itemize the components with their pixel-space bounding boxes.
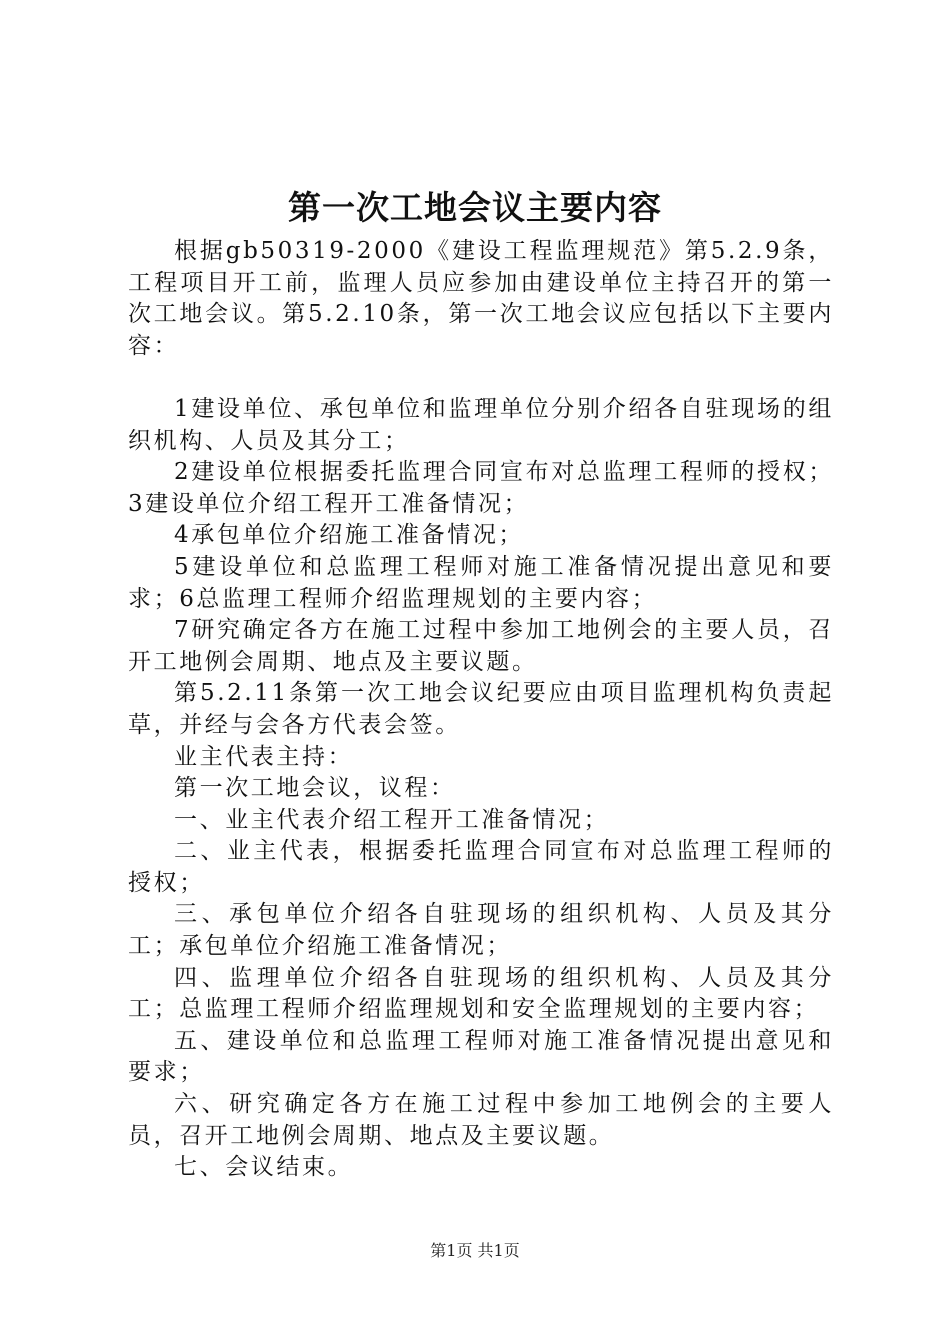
document-body: [128, 236, 834, 1184]
agenda-item-4: 四、监理单位介绍各自驻现场的组织机构、人员及其分工；总监理工程师介绍监理规划和安全监理规划的主要内容；: [128, 964, 834, 1023]
paragraph-intro: 根据gb50319-2000《建设工程监理规范》第5.2.9条，工程项目开工前，监理人员应参加由建设单位主持召开的第一次工地会议。第5.2.10条，第一次工地会议应包括以下主要内容：: [128, 238, 834, 359]
agenda-item-3: 三、承包单位介绍各自驻现场的组织机构、人员及其分工；承包单位介绍施工准备情况；: [128, 901, 834, 960]
paragraph-clause-5-2-11: 第5.2.11条第一次工地会议纪要应由项目监理机构负责起草，并经与会各方代表会签。: [128, 680, 834, 738]
paragraph-item-5-6: 5建设单位和总监理工程师对施工准备情况提出意见和要求；6总监理工程师介绍监理规划的主要内容；: [128, 553, 834, 612]
paragraph-item-7: 7研究确定各方在施工过程中参加工地例会的主要人员，召开工地例会周期、地点及主要议题。: [128, 617, 834, 675]
page-number-footer: 第1页 共1页: [430, 1241, 520, 1260]
agenda-item-6: 六、研究确定各方在施工过程中参加工地例会的主要人员，召开工地例会周期、地点及主要议题。: [128, 1091, 834, 1149]
paragraph-item-2-3: 2建设单位根据委托监理合同宣布对总监理工程师的授权；3建设单位介绍工程开工准备情况；: [128, 459, 834, 517]
paragraph-item-4: 4承包单位介绍施工准备情况；: [174, 522, 525, 549]
paragraph-item-1: 1建设单位、承包单位和监理单位分别介绍各自驻现场的组织机构、人员及其分工；: [128, 395, 834, 454]
agenda-item-2: 二、业主代表，根据委托监理合同宣布对总监理工程师的授权；: [128, 838, 834, 896]
paragraph-host: 业主代表主持：: [174, 743, 354, 770]
agenda-item-5: 五、建设单位和总监理工程师对施工准备情况提出意见和要求；: [128, 1027, 834, 1086]
agenda-item-7: 七、会议结束。: [174, 1154, 354, 1181]
paragraph-agenda-heading: 第一次工地会议，议程：: [174, 775, 456, 802]
document-title: 第一次工地会议主要内容: [288, 188, 662, 227]
agenda-item-1: 一、业主代表介绍工程开工准备情况；: [174, 806, 610, 833]
